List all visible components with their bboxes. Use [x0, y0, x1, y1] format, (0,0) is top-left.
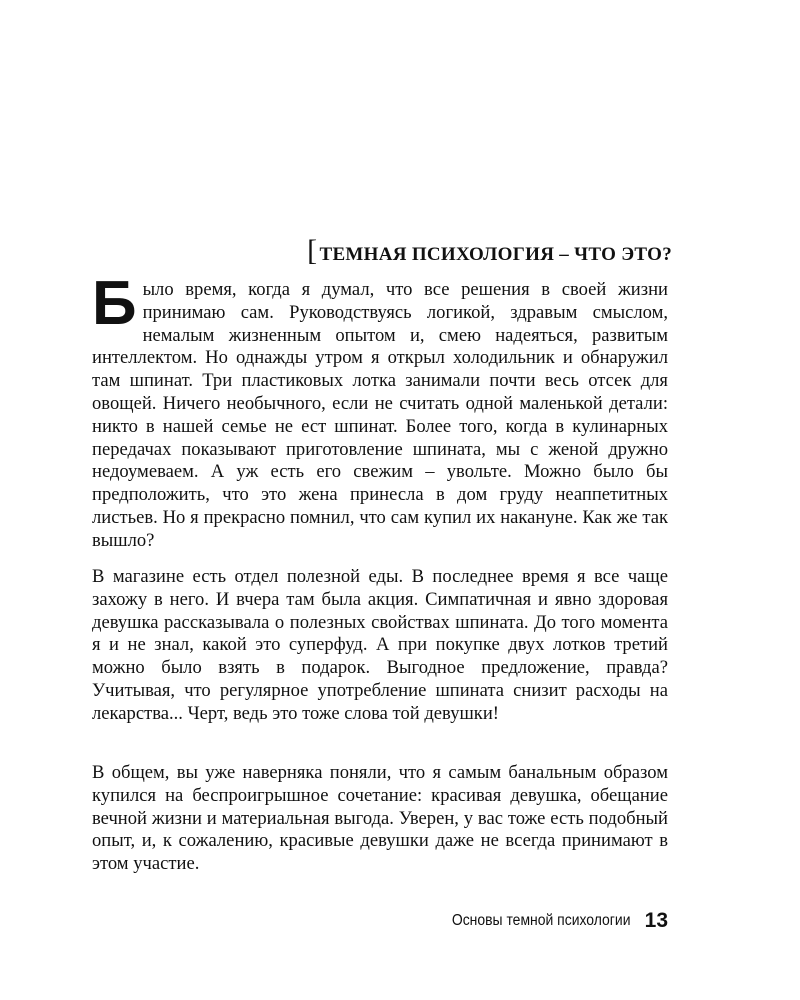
- heading-bracket: [: [307, 234, 318, 267]
- running-footer-title: Основы темной психологии: [452, 912, 631, 929]
- paragraph-3-block: [92, 762, 668, 876]
- page-number: 13: [644, 909, 668, 932]
- paragraph-1-block: [92, 269, 668, 553]
- heading-text: ТЕМНАЯ ПСИХОЛОГИЯ – ЧТО ЭТО?: [319, 244, 672, 265]
- paragraph-2: В магазине есть отдел полезной еды. В последнее время я все чаще захожу в него. И вчера там была акция. Симпатичная и явно здоровая девушка рассказывала о полезных свойствах шпината. До того момента я и не знал, какой это суперфуд. А при покупке двух лотков третий можно было взять в подарок. Выгодное предложение, правда? Учитывая, что регулярное употребление шпината снизит расходы на лекарства... Черт, ведь это тоже слова той девушки!: [92, 566, 668, 724]
- paragraph-2-block: [92, 566, 668, 726]
- paragraph-3: В общем, вы уже наверняка поняли, что я самым банальным образом купился на беспроигрышное сочетание: красивая девушка, обещание вечной жизни и материальная выгода. Уверен, у вас тоже есть подобный опыт, и, к сожалению, красивые девушки даже не всегда принимают в этом участие.: [92, 762, 668, 875]
- chapter-heading: [307, 236, 672, 266]
- drop-cap: Б: [92, 269, 137, 338]
- paragraph-1: [92, 269, 668, 553]
- page-footer: [432, 909, 668, 933]
- paragraph-1-text: ыло время, когда я думал, что все решения в своей жизни принимаю сам. Руководствуясь логикой, здравым смыслом, немалым жизненным опытом и, смею надеяться, развитым интеллектом. Но однажды утром я открыл холодильник и обнаружил там шпинат. Три пластиковых лотка занимали почти весь отсек для овощей. Ничего необычного, если не считать одной маленькой детали: никто в нашей семье не ест шпинат. Более того, когда в кулинарных передачах показывают приготовление шпината, мы с женой дружно недоумеваем. А уж есть его свежим – увольте. Можно было бы предположить, что это жена принесла в дом груду неаппетитных листьев. Но я прекрасно помнил, что сам купил их накануне. Как же так вышло?: [92, 279, 668, 551]
